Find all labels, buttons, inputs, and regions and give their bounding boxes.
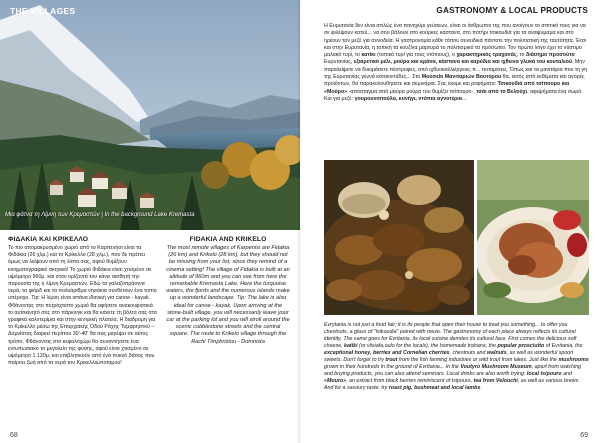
mountain-village-photo	[0, 0, 300, 230]
english-text-segment: of Evritania, the	[544, 343, 583, 349]
page-number-left: 68	[10, 432, 18, 439]
english-text-segment: , as well as various brews. And for a savoury taste, try	[324, 378, 580, 391]
english-highlight: katiki	[344, 343, 358, 349]
english-text-segment: , as well as wonderful spoon sweets. Don't forget to try	[324, 350, 574, 363]
english-text-segment: .	[480, 385, 482, 391]
english-highlight: trout	[385, 357, 398, 363]
english-text-segment: , chestnuts and	[449, 350, 487, 356]
greek-text-segment: ...	[462, 95, 467, 102]
page-number-right: 69	[580, 432, 588, 439]
book-gutter	[298, 0, 302, 443]
mushroom-dish-illustration	[324, 160, 474, 315]
landscape-illustration	[0, 0, 300, 230]
section-header-gastronomy: GASTRONOMY & LOCAL PRODUCTS	[436, 6, 588, 15]
greek-text-segment: θα, εκτός από εκθέματα και αγορές προϊόντων, θα παρακολουθήσετε και σεμινάρια. Σας έκομε και ροφήματα:	[324, 74, 585, 88]
greek-gastronomy-text	[324, 23, 588, 103]
section-header-villages: THE VILLAGES	[10, 6, 76, 16]
english-highlight: tea from Velouchi	[473, 378, 518, 384]
english-heading: FIDAKIA AND KRIKELO	[189, 236, 267, 243]
english-highlight: roast pig, bushmeat and local lambs	[388, 385, 481, 391]
greek-highlight: εξαιρετικό μέλι, μούρα και κράνα, κάστανα και καρύδια και ιχθεινα γλυκά του κουταλιού	[353, 59, 572, 66]
english-highlight: walnuts	[486, 350, 507, 356]
photo-caption: Μια φάτνα τη Λίμνη των Κρεμαστών | In the background Lake Kremasta	[5, 212, 195, 218]
greek-highlight: χαρακτηρικός τραχανάς	[456, 52, 517, 59]
greek-text-segment: , το	[516, 52, 526, 59]
greek-highlight: Μουσείο Μανιταριών Βουτύρου	[421, 74, 502, 81]
english-highlight: Voutyro Mushroom Museum	[460, 364, 532, 370]
english-highlight: exceptional honey, berries and Cornelian cherries	[324, 350, 450, 356]
greek-text-segment: Ευρυτανίας,	[324, 59, 354, 66]
greek-heading: ΦΙΔΑΚΙΑ ΚΑΙ ΚΡΙΚΕΛΛΟ	[8, 236, 89, 243]
mushrooms-food-photo	[324, 160, 474, 315]
greek-highlight: γουρουνοπούλα, κυνήγι, ντόπια αγνοτέρια	[354, 95, 463, 102]
english-highlight: local tsipouro	[526, 371, 562, 377]
english-text-segment: , an extract from black berries reminiscent of tsipouro,	[346, 378, 474, 384]
greek-highlight: τσάι από το Βελούχι	[476, 88, 528, 95]
english-text-segment: from the fish farming industries or wild trout from lakes. Just like the	[397, 357, 559, 363]
english-text-segment: and	[561, 371, 572, 377]
english-text-segment: (or vlisiafa,oulo for the locals), the homemade trahana, the	[357, 343, 498, 349]
greek-text-segment: , αφεψήματα ένα σωρό. Και για μεζέ:	[324, 88, 583, 102]
greek-text-segment: -απόσταγμα από μαύρα μούρα του θυμίζει τσίπουρο-,	[347, 88, 477, 95]
english-body-text: The most remote villages of Karpenisi are Fidakia (26 km) and Krikelo (28 km), but they should not be missing from your list, since they remind of a cinema setting! The village of Fidakia is built at an altitude of 960m and you can see from here the remarkable Kremasta Lake. Here the turquoise waters, the fjords and the numerous islands make up a wonderful landscape. Tip: The lake is also ideal for canoe - kayak. Upon arriving at the stone-built village, you will necessarily leave your car at the parking lot and you will stroll around the scenic cobblestone streets and the central square. The route to Krikelo village through the Rachi Timphristou - Domnista	[166, 245, 290, 345]
english-column	[166, 236, 290, 346]
english-text-segment: , apart from watching and buying products, you can also attend seminars. Local drinks are also worth trying:	[324, 364, 582, 377]
english-highlight: «Mouro»	[324, 378, 347, 384]
english-highlight: mushrooms	[558, 357, 589, 363]
greek-highlight: κατίκι	[361, 52, 376, 59]
greek-text-segment: (τοπικό τυρί για τους ντόπιους), ο	[375, 52, 457, 59]
greek-column	[8, 236, 158, 367]
english-text-segment: grown in their hundreds in the ground of Evritania... In the	[324, 364, 461, 370]
english-gastronomy-text	[324, 322, 590, 392]
right-page	[300, 0, 600, 443]
greek-text-segment: . Μην παραλείψετε να δοκιμάσετε πέστροφες, από ιχθυοκαλλιέργειες π... ποταμίσεις. Όπως και τα μανιτάρια που τη γη της Ευρυτανίας γεννά κατακιντάδες... Στο	[324, 59, 588, 81]
greek-body-text: Το πιο απομακρυσμένο χωριό από το Καρπενήσι είναι τα Φιδάκια (26 χλμ.) και το Κρίκελλο (28 χλμ.), που δε πρέπει όμως να λείψουν από τη λίστα σας, αφού θυμίζουν κινηματογραφικό σκηνικό! Το χωριό Φιδάκια είναι χτισμένο σε υψόμετρο 960μ. και στον ορίζοντά του κάνει αισθητή την παρουσία της η λίμνη Κρεμαστών. Εδώ τα γαλαζοπράσινα νερά, τα φιόρδ και τα πολυάριθμα νησάκια συνθέτουν ένα τοπίο υπέροχο. Tip: Η λίμνη είναι ιστάνα ιδανική για canoe - kayak. Φθάνοντας στο πετρόχτιστο χωριό θα αφήσετε ανακουφιστικά το αυτοκίνητό σας στο πάρκινγκ και θα κάνετε τη βόλτα σας στα γραφικά καλντερίμια και στην κεντρική πλατεία. Η διαδρομή για το Κρίκελλο μέσω της Επαρχιακής Οδού Ράχης Τυμφρηστού – Δομνίστας διαρκεί περίπου 30'-40' θα σας μαγέψει σε αύτος τρόπο. Φθάνοντας στο κεφαλοχώρι θα συναντήσετε ένα εντυπωσιακό το μεγαλείο της φύσης, αφού είναι χτισμένο σε υψόμετρο 1.120μ. και επιβλητικούν από ένα πυκνό δάσος που παίρνει ζωή από τα νερά του Κρικελλιώποταμου!	[8, 245, 157, 367]
greek-highlight: διάσημο προσούτο	[525, 52, 575, 59]
roast-dish-illustration	[477, 160, 589, 315]
english-text-segment: Evrytania is not just a food fair; it is its people that open their house to treat you something... to offer you chestnuts, a glass of "tsikoudia" paired with meze. The gastronomy of each place always reflects its cultural identity. The same goes for Evritania, its local cuisine denotes its cultural face. First comes the delicious soft cheese,	[324, 322, 577, 349]
greek-text-segment: Η Ευρυτανία δεν είναι απλώς ένα πανηγύρι γεύσεων, είναι οι άνθρωποι της που ανοίγουν το σπιτικό τους για να σε φιλέψουν κατεύ... να σου βάλουν στο κούρκες κάστανα, στο ποτήρι τσικουδιά για τα αναψυμαμα και στο ηρέουν τον μεζέ για συνοδεία. Η γαστρονομία κάθε τόπου συνειδικά πάντοτε την πολιτιστική της ταυτότητα. Έτσι και στην Ευρυτανία, η τοπική τα κουζίνα μαρτυρά το πολιτισμικό τα πρόσωπο. Τον πρώτο λόγο έχει το νόστιμο μαλακό τυρί, το	[324, 23, 587, 59]
roast-pork-photo	[477, 160, 589, 315]
english-highlight: popular prosciutto	[497, 343, 545, 349]
greek-highlight: Τσικουδιά από τσίπουρο και «Μούρο»	[324, 81, 570, 95]
